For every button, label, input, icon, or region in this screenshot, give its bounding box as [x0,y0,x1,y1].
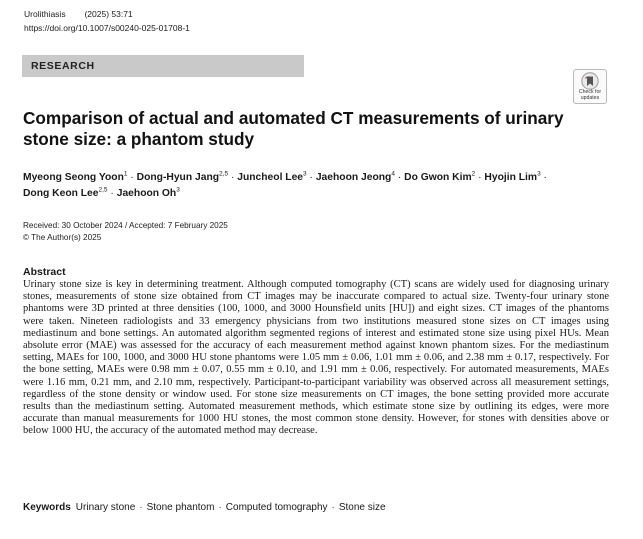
keywords-line [23,502,386,513]
copyright-notice: © The Author(s) 2025 [23,233,102,242]
abstract-heading: Abstract [23,266,66,278]
author-separator: · [228,172,238,183]
keyword[interactable]: Urinary stone [75,502,136,513]
section-label: RESEARCH [31,60,95,72]
keyword-separator: · [218,502,222,513]
keywords-label: Keywords [23,502,71,513]
author-affiliation: 2,5 [219,170,229,178]
keyword[interactable]: Stone phantom [146,502,215,513]
abstract-body: Urinary stone size is key in determining treatment. Although computed tomography (CT) scans are widely used for diagnosing urinary stones, measurements of stone size obtained from CT images may be inaccurate compared to actual size. Twenty-four urinary stone phantoms were 3D printed at three densities (100, 1000, and 3000 Hounsfield units [HU]) and eight sizes. CT images of the phantoms were taken. Nineteen radiologists and 33 emergency physicians from two institutions measured stone sizes on CT images using mediastinum and bone settings. An automated algorithm segmented regions of interest and estimated stone size using pixel HUs. Mean absolute error (MAE) was assessed for the accuracy of each measurement method against known phantom sizes. For the mediastinum setting, MAEs for 100, 1000, and 3000 HU stone phantoms were 1.05 mm ± 0.06, 1.01 mm ± 0.06, and 2.38 mm ± 0.17, respectively. For the bone setting, MAEs were 0.98 mm ± 0.07, 0.55 mm ± 0.10, and 1.91 mm ± 0.06, respectively. For automated measurements, MAEs were 1.16 mm, 0.21 mm, and 2.10 mm, respectively. Participant-to-participant variability was observed across all measurement settings, regardless of the stone density or window used. For stone size measurements on CT images, the bone setting provided more accurate results than the mediastinum setting. Automated measurement methods, which estimate stone size by outlining its edges, were more accurate than manual measurements for 1000 HU stones, the most common stone density. However, for stones with densities above or below 1000 HU, the accuracy of the automated method may decrease. [23,279,609,437]
check-for-updates-badge[interactable] [573,69,607,104]
author-separator: · [394,172,405,183]
section-banner [22,55,304,77]
author-name[interactable]: Hyojin Lim [484,172,538,183]
author-separator: · [475,172,485,183]
author-affiliation: 3 [176,186,180,194]
bookmark-ribbon-icon [581,72,599,90]
author-name[interactable]: Juncheol Lee [237,172,304,183]
author-list [23,170,623,202]
author-separator: · [540,172,547,183]
author-name[interactable]: Dong-Hyun Jang [136,172,220,183]
keyword[interactable]: Computed tomography [225,502,328,513]
journal-citation: Urolithiasis (2025) 53:71 [24,9,133,19]
author-affiliation: 1 [123,170,128,178]
badge-label: Check for updates [578,89,602,101]
author-name[interactable]: Do Gwon Kim [404,172,472,183]
author-name[interactable]: Myeong Seong Yoon [23,172,124,183]
author-separator: · [107,188,117,199]
received-accepted-dates: Received: 30 October 2024 / Accepted: 7 February 2025 [23,221,228,230]
author-affiliation: 3 [537,170,541,178]
author-affiliation: 3 [303,170,307,178]
keyword-separator: · [331,502,335,513]
author-name[interactable]: Dong Keon Lee [23,188,99,199]
author-affiliation: 4 [391,170,395,178]
article-title: Comparison of actual and automated CT measurements of urinary stone size: a phantom study [23,108,564,149]
author-name[interactable]: Jaehoon Oh [116,188,177,199]
author-separator: · [127,172,137,183]
author-separator: · [306,172,316,183]
doi-link[interactable]: https://doi.org/10.1007/s00240-025-01708-1 [24,23,190,33]
keywords-list [76,502,386,513]
keyword-separator: · [139,502,143,513]
author-name[interactable]: Jaehoon Jeong [315,172,392,183]
author-affiliation: 2 [471,170,476,178]
keyword[interactable]: Stone size [338,502,386,513]
author-affiliation: 2,5 [98,186,108,194]
